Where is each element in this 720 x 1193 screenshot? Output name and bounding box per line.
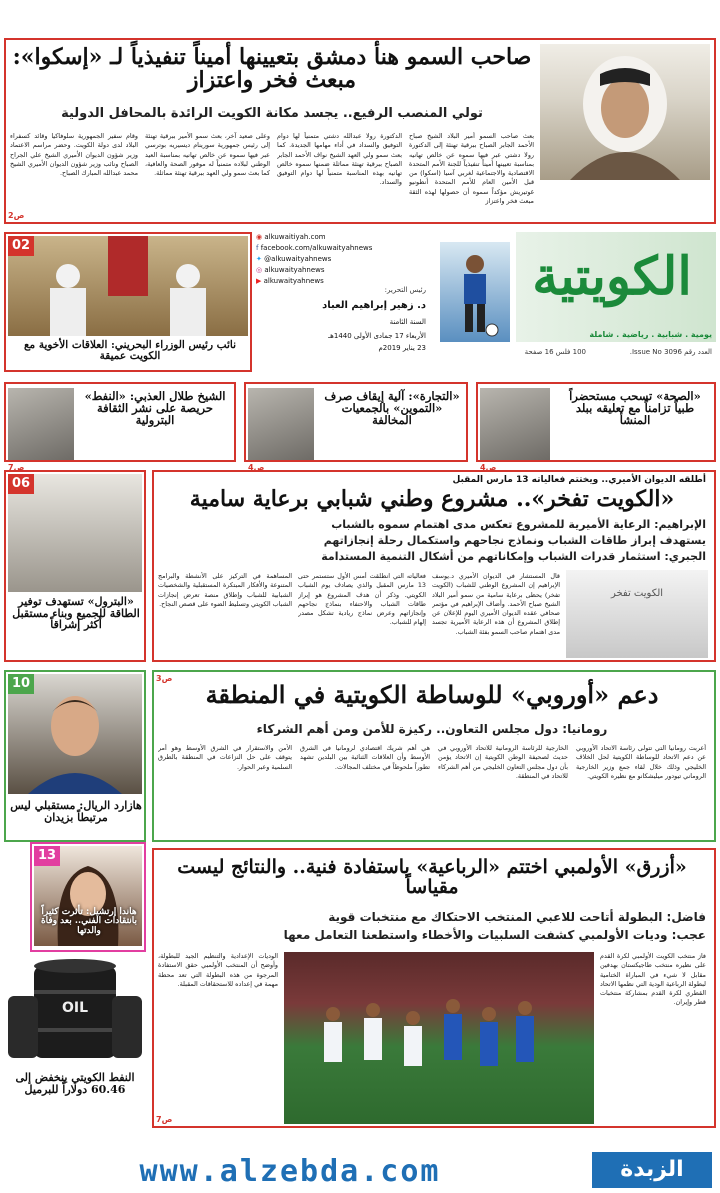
- footer: [0, 1150, 720, 1193]
- masthead-date-hijri: الأربعاء 17 جمادى الأولى 1440هـ: [328, 332, 426, 340]
- eu-story-page-ref[interactable]: ص3: [156, 674, 173, 683]
- actress-page-number[interactable]: 13: [34, 846, 60, 866]
- teaser-health-box: [476, 382, 716, 472]
- kuwait-story-col3: المساهمة في التركيز على الأنشطة والبرامج المتنوعة والأفكار المبتكرة المستقبلية والشخصيات الشبابية للشباب وإطلاق منصة تعرض إنجازات الشباب الكويتي وتسليط الضوء على قصص النجاح.: [158, 572, 292, 608]
- top-story-subhead: تولي المنصب الرفيع.. يجسد مكانة الكويت الرائدة بالمحافل الدولية: [61, 106, 483, 121]
- masthead-tagline: يومية . شبابية . رياضية . شاملة: [589, 330, 712, 339]
- petroleum-page-number[interactable]: 06: [8, 474, 34, 494]
- eu-story-headline[interactable]: دعم «أوروبي» للوساطة الكويتية في المنطقة: [205, 680, 659, 709]
- masthead-issue: العدد رقم 3096 Issue No.: [629, 348, 712, 356]
- sports-story-page-ref[interactable]: ص7: [156, 1115, 173, 1124]
- top-story-box: [4, 38, 716, 224]
- bahrain-page-number[interactable]: 02: [8, 236, 34, 256]
- teaser-trade-photo: [248, 388, 314, 460]
- top-story-col1: بعث صاحب السمو أمير البلاد الشيخ صباح الأحمد الجابر الصباح ببرقية تهنئة إلى الدكتورة رولا دشتي عبر فيها سموه عن خالص تهانيه بمناسبة تعيينها أميناً تنفيذياً للجنة الأمم المتحدة الاقتصادية والاجتماعية لغربي آسيا (اسكوا) من قبل الأمين العام للأمم المتحدة أنطونيو غوتيريش مؤكداً سموه أن حصولها لهذه الثقة مبعث فخر واعتزاز: [409, 132, 534, 205]
- team-celebration-icon: [284, 952, 594, 1124]
- petroleum-headline[interactable]: «البترول» تستهدف توفير الطاقة للجميع وبناء مستقبل أكثر إشراقاً: [12, 595, 140, 632]
- facebook-link[interactable]: f facebook.com/alkuwaityahnews: [256, 244, 373, 252]
- eu-story-col2: الخارجية للرئاسة الرومانية للاتحاد الأوروبي في حديث لصحيفة الوطن الكويتية إن الاتحاد يؤمن بأن دول مجلس التعاون الخليجي من أهم الشركاء للاتحاد في المنطقة.: [438, 744, 568, 780]
- kuwait-story-sub2: يستهدف إبراز طاقات الشباب ونماذج نجاحهم واستكمال رحلة إنجازاتهم: [323, 534, 706, 547]
- teaser-trade-page[interactable]: ص4: [248, 463, 265, 472]
- emir-portrait-icon: [540, 44, 710, 180]
- social-list: [256, 232, 426, 287]
- eu-story-col3: هي أهم شريك اقتصادي لرومانيا في الشرق الأوسط وأن العلاقات الثنائية بين البلدين تشهد تطوراً ملحوظاً في مختلف المجالات.: [300, 744, 430, 771]
- teaser-health-text[interactable]: «الصحة» تسحب مستحضراً طبياً تزامناً مع تعليقه ببلد المنشأ: [569, 389, 701, 428]
- teaser-oil-page[interactable]: ص7: [8, 463, 25, 472]
- emir-photo: [540, 44, 710, 180]
- facebook-icon: f: [256, 244, 261, 252]
- youtube-link[interactable]: ▶ alkuwaityahnews: [256, 277, 324, 285]
- kuwait-story-col2: فعالياته التي انطلقت أمس الأول ستستمر حتى 13 مارس المقبل والذي يصادف يوم الشباب الكويتي. وذكر أن هدف المشروع هو إبراز طاقات الشباب والاحتفاء بنماذج نجاحهم وإنجازاتهم وعرض نماذج ريادية تشكل مصدر إلهام للشباب.: [298, 572, 426, 627]
- hazard-page-number[interactable]: 10: [8, 674, 34, 694]
- oil-label: OIL: [61, 1000, 89, 1016]
- kuwait-story-col1: قال المستشار في الديوان الأميري د.يوسف الإبراهيم إن المشروع الوطني للشباب (الكويت تفخر) يحظى برعاية سامية من سمو أمير البلاد الشيخ صباح الأحمد. وأضاف الإبراهيم في مؤتمر صحافي عقده الديوان الأميري اليوم للإعلان عن إطلاق المشروع أن هذه الرعاية الأميرية تجسد مدى اهتمام صاحب السمو بفئة الشباب.: [432, 572, 560, 636]
- instagram-icon: ◎: [256, 266, 265, 274]
- teaser-oil-text[interactable]: الشيخ طلال العذبي: «النفط» حريصة على نشر الثقافة البترولية: [84, 389, 226, 428]
- twitter-link[interactable]: ✦ @alkuwaityahnews: [256, 255, 332, 263]
- sports-story-headline[interactable]: «أزرق» الأولمبي اختتم «الرباعية» باستفادة فنية.. والنتائج ليست مقياساً: [177, 856, 687, 898]
- youtube-icon: ▶: [256, 277, 264, 285]
- sports-story-col2: الوديات الإعدادية والتنظيم الجيد للبطولة، وأوضح أن المنتخب الأولمبي حقق الاستفادة المرجوة من هذه البطولة التي تعد محطة مهمة في إعداده للاستحقاقات المقبلة.: [158, 952, 278, 988]
- top-story-headline[interactable]: صاحب السمو هنأ دمشق بتعيينها أميناً تنفيذياً لـ «إسكوا»: مبعث فخر واعتزاز: [12, 44, 532, 94]
- hazard-box: [4, 670, 146, 842]
- eu-story-sub: رومانيا: دول مجلس التعاون.. ركيزة للأمن ومن أهم الشركاء: [256, 722, 608, 736]
- masthead-year: السنة الثامنة: [389, 318, 426, 326]
- actress-headline[interactable]: هاندا إرتشيل: تأثرت كثيراً بانتقادات الفني.. بعد وفاة والدتها: [40, 907, 138, 936]
- masthead-price: 100 فلس 16 صفحة: [524, 348, 586, 356]
- top-story-page-ref[interactable]: ص2: [8, 211, 25, 220]
- kuwait-story-box: [152, 470, 716, 662]
- hazard-headline[interactable]: هازارد الريال: مستقبلي ليس مرتبطاً بزيدان: [10, 799, 142, 824]
- bahrain-photo: [8, 236, 248, 336]
- teaser-oil-box: [4, 382, 236, 472]
- kuwait-story-sub1: الإبراهيم: الرعاية الأميرية للمشروع تعكس مدى اهتمام سموه بالشباب: [331, 518, 706, 531]
- masthead-date-greg: 23 يناير 2019م: [378, 344, 426, 352]
- teaser-trade-box: [244, 382, 468, 472]
- footballer-icon: [440, 242, 510, 342]
- masthead-logo[interactable]: الكويتية: [532, 246, 692, 307]
- oil-box: [4, 956, 146, 1124]
- eu-story-box: [152, 670, 716, 842]
- sports-story-sub1: فاضل: البطولة أتاحت للاعبي المنتخب الاحتكاك مع منتخبات قوية: [328, 910, 706, 924]
- editor-name: د. زهير إبراهيم العباد: [322, 300, 426, 311]
- teaser-trade-text[interactable]: «التجارة»: آلية إيقاف صرف «التموين» بالجمعيات المخالفة: [324, 389, 460, 428]
- instagram-link[interactable]: ◎ alkuwaityahnews: [256, 266, 325, 274]
- oil-headline[interactable]: النفط الكويتي ينخفض إلى 60.46 دولاراً للبرميل: [15, 1071, 135, 1096]
- kuwait-story-headline[interactable]: «الكويت تفخر».. مشروع وطني شبابي برعاية سامية: [189, 486, 675, 512]
- top-story-col4: وقام سفير الجمهورية سلوفاكيا وقائد كسفراء البلاد لدى دولة الكويت. وحضر مراسم الاعتماد وزير شؤون الديوان الأميري الشيخ علي الجراح الصباح ونائب وزير شؤون الديوان الأميري الشيخ محمد عبدالله المبارك الصباح.: [10, 132, 138, 178]
- eu-story-col4: الأمن والاستقرار في الشرق الأوسط وهو أمر يتوقف على حل النزاعات في المنطقة بالطرق السلمية وعبر الحوار.: [158, 744, 292, 771]
- footer-logo[interactable]: الزبدة: [592, 1152, 712, 1188]
- eu-story-col1: أعربت رومانيا التي تتولى رئاسة الاتحاد الأوروبي عن دعم الاتحاد للوساطة الكويتية لحل الخلاف الخليجي وذلك خلال لقاء جمع وزير الخارجية الروماني تيودور ميليشكانو مع نظيره الكويتي.: [576, 744, 706, 780]
- actress-box: [30, 842, 146, 952]
- masthead: [256, 232, 716, 372]
- top-story-col2: الدكتورة رولا عبدالله دشتي متمنياً لها دوام التوفيق والسداد في أداء مهامها الجديدة. كما بعث سمو ولي العهد الشيخ نواف الأحمد الجابر الصباح ببرقية تهنئة مماثلة ضمنها سموه خالص تهانيه بهذه المناسبة متمنياً لها دوام التوفيق والسداد.: [277, 132, 402, 187]
- kuwait-story-photo: [566, 570, 708, 658]
- footballer-photo: [440, 242, 510, 342]
- sports-story-col1: فاز منتخب الكويت الأولمبي لكرة القدم على نظيره منتخب طاجيكستان بهدفين مقابل لا شيء في المباراة الختامية لبطولة الرباعية الودية التي نظمها الاتحاد القطري لكرة القدم بمشاركة منتخبات قطر وإيران.: [600, 952, 706, 1007]
- teaser-oil-photo: [8, 388, 74, 460]
- bahrain-box: [4, 232, 252, 372]
- kuwait-story-kicker: أطلقه الديوان الأميري.. ويختتم فعالياته 13 مارس المقبل: [452, 475, 706, 485]
- website-link[interactable]: ◉ alkuwaitiyah.com: [256, 233, 326, 241]
- sports-story-photo: [284, 952, 594, 1124]
- footer-url[interactable]: www.alzebda.com: [139, 1154, 441, 1189]
- globe-icon: ◉: [256, 233, 265, 241]
- petroleum-box: [4, 470, 146, 662]
- sports-story-sub2: عجب: وديات الأولمبي كشفت السلبيات والأخطاء واستطعنا التعامل معها: [283, 928, 706, 942]
- editor-label: رئيس التحرير:: [384, 286, 426, 294]
- meeting-icon: [8, 236, 248, 336]
- teaser-health-photo: [480, 388, 550, 460]
- bahrain-headline[interactable]: نائب رئيس الوزراء البحريني: العلاقات الأخوية مع الكويت عميقة: [23, 339, 237, 363]
- top-story-col3: وعلى صعيد آخر، بعث سمو الأمير ببرقية تهنئة إلى رئيس جمهورية سورينام ديسيريه بوترسي عبر فيها سموه عن خالص تهانيه بمناسبة العيد الوطني لبلاده متمنياً له موفور الصحة والعافية، كما بعث سمو ولي العهد ببرقية تهنئة مماثلة.: [145, 132, 270, 178]
- kuwait-story-sub3: الجبري: استثمار قدرات الشباب وإمكاناتهم من أشكال التنمية المستدامة: [321, 550, 706, 563]
- twitter-icon: ✦: [256, 255, 265, 263]
- teaser-health-page[interactable]: ص4: [480, 463, 497, 472]
- kuwait-story-photo-caption: الكويت تفخر: [610, 588, 664, 599]
- sports-story-box: [152, 848, 716, 1128]
